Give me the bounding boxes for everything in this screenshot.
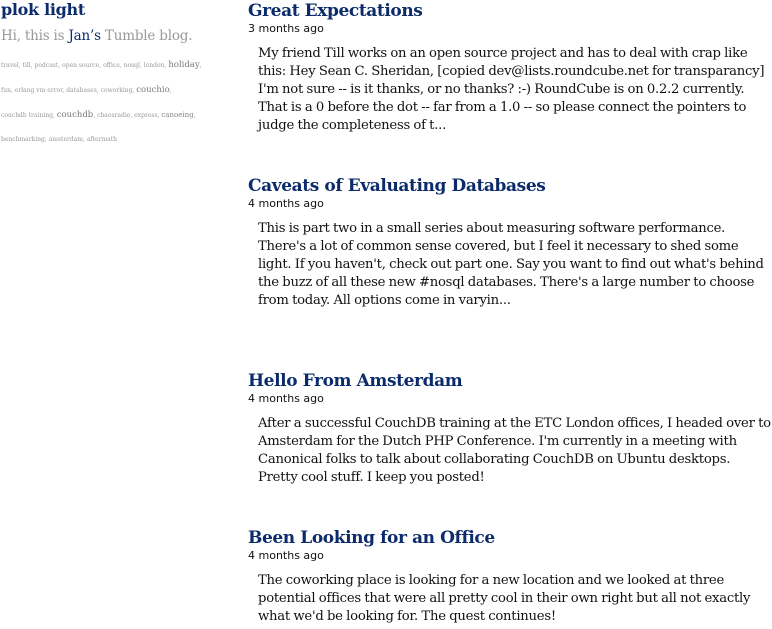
tag-link[interactable]: office bbox=[103, 62, 120, 69]
author-link[interactable]: Jan’s bbox=[68, 28, 101, 44]
intro-prefix: Hi, this is bbox=[1, 28, 69, 44]
tag-link[interactable]: couchdb training bbox=[1, 112, 53, 119]
intro-suffix: Tumble blog. bbox=[100, 28, 193, 44]
post-date: 3 months ago bbox=[248, 22, 324, 35]
post-excerpt: The coworking place is looking for a new location and we looked at three potential offices that were all pretty cool in their own right but all not exactly what we'd be looking for. The quest continues! bbox=[258, 573, 751, 624]
post-item bbox=[248, 527, 772, 626]
sidebar bbox=[1, 0, 206, 152]
tag-link[interactable]: express bbox=[134, 112, 158, 119]
tag-link[interactable]: travel bbox=[1, 62, 19, 69]
post-excerpt: After a successful CouchDB training at the ETC London offices, I headed over to Amsterdam for the Dutch PHP Conference. I'm currently in a meeting with Canonical folks to talk about collaborating CouchDB on Ubuntu desktops. Pretty cool stuff. I keep you posted! bbox=[258, 416, 771, 485]
post-item bbox=[248, 175, 772, 310]
tag-link[interactable]: couchdb bbox=[56, 110, 94, 120]
tag-link[interactable]: coworking bbox=[100, 87, 133, 94]
tag-link[interactable]: chaosradio bbox=[97, 112, 131, 119]
tag-link[interactable]: holiday bbox=[168, 60, 200, 70]
post-date: 4 months ago bbox=[248, 549, 324, 562]
intro-text bbox=[1, 28, 206, 44]
post-title-link[interactable]: Caveats of Evaluating Databases bbox=[248, 176, 546, 196]
tag-link[interactable]: benchmarking bbox=[1, 136, 45, 143]
tag-link[interactable]: aftermath bbox=[86, 136, 117, 143]
tag-link[interactable]: fun bbox=[1, 87, 11, 94]
tag-link[interactable]: erlang vm error bbox=[14, 87, 63, 94]
tag-link[interactable]: canoeing bbox=[161, 111, 194, 119]
post-excerpt: This is part two in a small series about measuring software performance. There's a lot of common sense covered, but I feel it necessary to shed some light. If you haven't, check out part one. Say you want to find out what's behind the buzz of all these new #nosql databases. There's a large number to choose from today. All options come in varyin... bbox=[258, 221, 764, 308]
post-title-link[interactable]: Great Expectations bbox=[248, 1, 423, 21]
tag-link[interactable]: podcast bbox=[34, 62, 59, 69]
post-excerpt: My friend Till works on an open source project and has to deal with crap like this: Hey Sean C. Sheridan, [copied dev@lists.roundcube.net for transparancy] I'm not sure -- is it thanks, or no thanks? :-) RoundCube is on 0.2.2 currently. That is a 0 before the dot -- far from a 1.0 -- so please connect the pointers to judge the completeness of t... bbox=[258, 46, 765, 133]
tag-link[interactable]: amsterdam bbox=[48, 136, 83, 143]
tag-link[interactable]: till bbox=[22, 62, 31, 69]
post-title-link[interactable]: Been Looking for an Office bbox=[248, 528, 495, 548]
tag-link[interactable]: london bbox=[143, 62, 165, 69]
tag-link[interactable]: couchio bbox=[136, 85, 170, 95]
tag-link[interactable]: nosql bbox=[123, 62, 140, 69]
tag-link[interactable]: open source bbox=[62, 62, 100, 69]
post-item bbox=[248, 0, 772, 135]
tag-link[interactable]: databases bbox=[66, 87, 97, 94]
tag-cloud: travel, till, podcast, open source, office, nosql, london, holiday, fun, erlang vm error, databases, coworking, couchio, couchdb training, couchdb, chaosradio, express, canoeing, benchmarking, amsterdam, aftermath bbox=[1, 60, 202, 143]
post-item bbox=[248, 370, 772, 487]
post-date: 4 months ago bbox=[248, 197, 324, 210]
post-title-link[interactable]: Hello From Amsterdam bbox=[248, 371, 463, 391]
site-title[interactable]: plok light bbox=[1, 0, 85, 19]
post-date: 4 months ago bbox=[248, 392, 324, 405]
